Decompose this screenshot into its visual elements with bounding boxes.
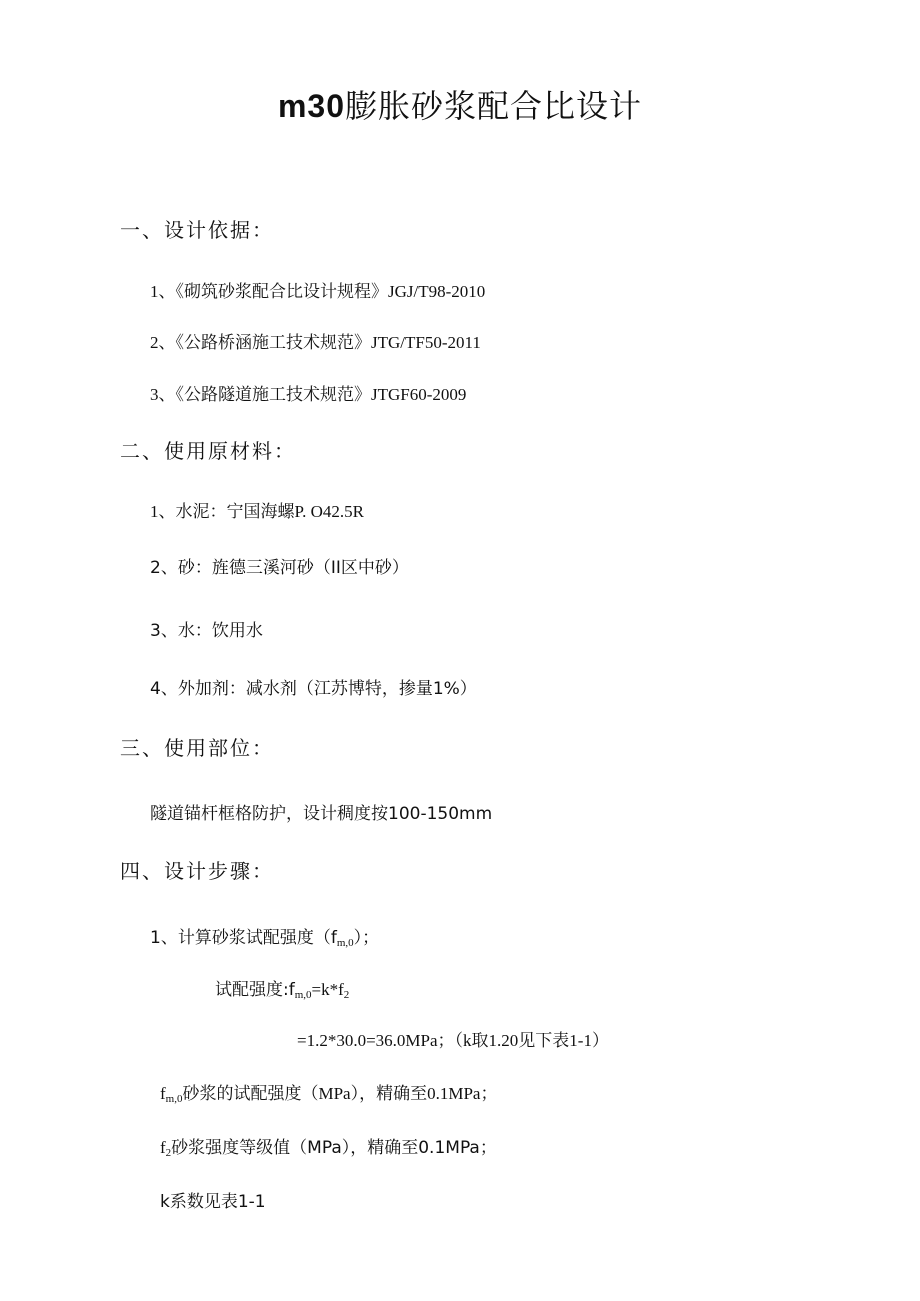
step-1-text: 1、计算砂浆试配强度（f	[150, 928, 337, 948]
title-code: m30	[277, 88, 346, 124]
section-heading-basis: 一、设计依据：	[120, 218, 274, 242]
basis-item-2: 2、《公路桥涵施工技术规范》JTG/TF50-2011	[150, 333, 481, 352]
formula-line	[215, 978, 349, 1007]
material-item-water: 3、水：饮用水	[150, 621, 263, 641]
definition-f2-text: 砂浆强度等级值（MPa），精确至0.1MPa；	[171, 1138, 497, 1158]
definition-fm0-subscript: m,0	[165, 1093, 183, 1105]
formula-subscript-2: 2	[343, 989, 350, 1001]
page-title	[0, 84, 920, 128]
definition-k: k系数见表1-1	[160, 1192, 266, 1212]
calc-line: =1.2*30.0=36.0MPa；（k取1.20见下表1-1）	[297, 1031, 609, 1050]
definition-fm0-symbol: f	[160, 1084, 166, 1103]
section-heading-usage: 三、使用部位：	[120, 736, 274, 760]
definition-f2-subscript: 2	[165, 1147, 172, 1159]
basis-item-1: 1、《砌筑砂浆配合比设计规程》JGJ/T98-2010	[150, 282, 486, 301]
step-1-subscript: m,0	[336, 937, 354, 949]
formula-prefix: 试配强度:f	[215, 980, 295, 1000]
definition-f2-symbol: f	[160, 1138, 166, 1157]
title-text: 膨胀砂浆配合比设计	[345, 87, 643, 125]
formula-mid: =k*f	[311, 980, 344, 999]
usage-text: 隧道锚杆框格防护，设计稠度按100-150mm	[150, 804, 493, 824]
material-item-admixture: 4、外加剂：减水剂（江苏博特，掺量1%）	[150, 679, 477, 699]
step-1-suffix: ）；	[353, 928, 380, 948]
section-heading-materials: 二、使用原材料：	[120, 439, 296, 463]
formula-subscript-1: m,0	[294, 989, 312, 1001]
section-heading-steps: 四、设计步骤：	[120, 859, 274, 883]
definition-fm0-text: 砂浆的试配强度（MPa），精确至0.1MPa；	[182, 1084, 498, 1103]
material-item-cement: 1、水泥：宁国海螺P. O42.5R	[150, 502, 364, 521]
basis-item-3: 3、《公路隧道施工技术规范》JTGF60-2009	[150, 385, 467, 404]
step-1	[150, 926, 379, 955]
definition-fm0	[160, 1082, 497, 1111]
material-item-sand: 2、砂：旌德三溪河砂（II区中砂）	[150, 558, 409, 578]
definition-f2	[160, 1136, 497, 1165]
